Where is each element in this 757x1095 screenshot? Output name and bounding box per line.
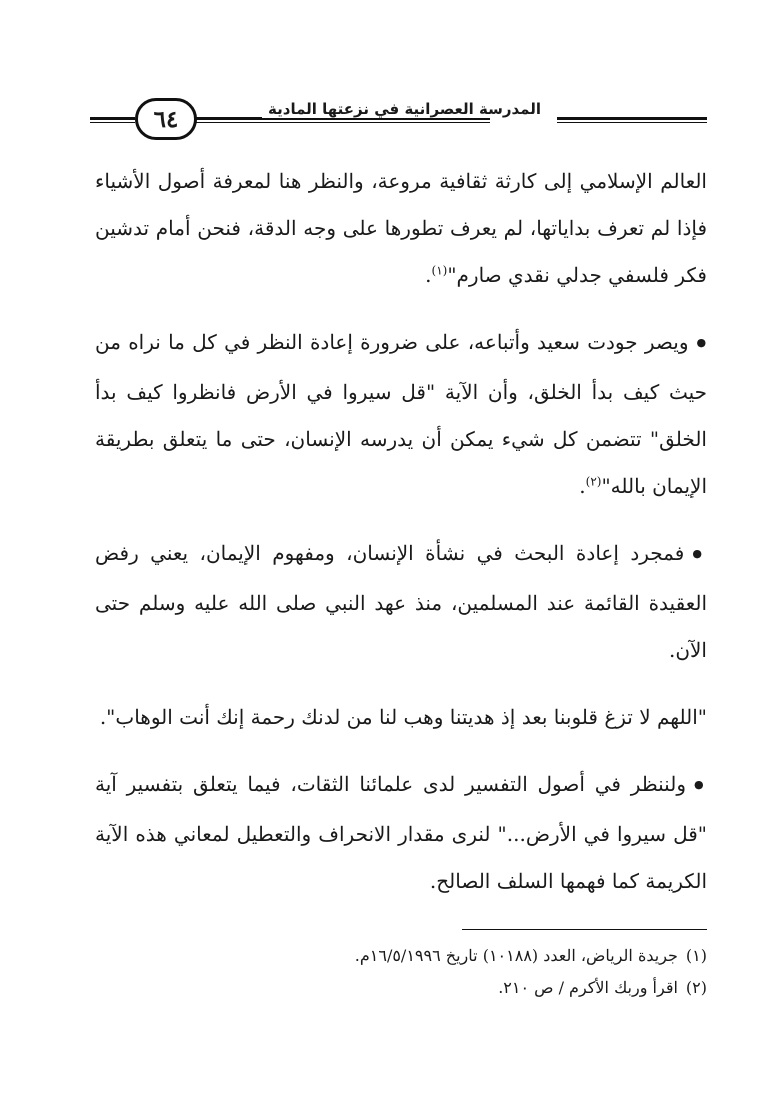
paragraph-text: فمجرد إعادة البحث في نشأة الإنسان، ومفهوم الإيمان، يعني رفض العقيدة القائمة عند المسلمين، منذ عهد النبي صلى الله عليه وسلم حتى الآن. (95, 541, 707, 662)
running-title: المدرسة العصرانية في نزعتها المادية (262, 100, 547, 118)
footnotes (95, 940, 707, 1004)
header-rule (90, 117, 135, 120)
paragraph-bullet (95, 319, 707, 510)
footnote-number: (١) (685, 946, 707, 965)
header-rule (557, 122, 707, 123)
paragraph-bullet (95, 530, 707, 674)
footnote-item (95, 972, 707, 1004)
paragraph (95, 158, 707, 299)
footnote-ref[interactable]: (١) (431, 263, 448, 278)
footnote-text: اقرأ وربك الأكرم / ص ٢١٠. (498, 978, 678, 997)
page-number-text: ٦٤ (153, 105, 179, 133)
footnote-number: (٢) (685, 978, 707, 997)
quoted-verse (95, 694, 707, 741)
footnote-text: جريدة الرياض، العدد (١٠١٨٨) تاريخ ١٦/٥/١٩٩٦م. (354, 946, 678, 965)
header-rule (90, 122, 135, 123)
page-number (135, 98, 197, 140)
paragraph-bullet (95, 761, 707, 905)
footnote-ref[interactable]: (٢) (585, 474, 602, 489)
paragraph-end: . (579, 474, 586, 498)
paragraph-text: ويصر جودت سعيد وأتباعه، على ضرورة إعادة النظر في كل ما نراه من حيث كيف بدأ الخلق، وأن الآية "قل سيروا في الأرض فانظروا كيف بدأ الخلق" تتضمن كل شيء يمكن أن يدرسه الإنسان، حتى ما يتعلق بطريقة الإيمان بالله" (95, 330, 707, 498)
header-rule (190, 122, 490, 123)
paragraph-text: "اللهم لا تزغ قلوبنا بعد إذ هديتنا وهب لنا من لدنك رحمة إنك أنت الوهاب". (99, 705, 707, 729)
header-rule (557, 117, 707, 120)
footnote-item (95, 940, 707, 972)
body-text (95, 158, 707, 925)
footnote-divider (462, 929, 707, 930)
running-header (90, 98, 707, 150)
paragraph-text: ولننظر في أصول التفسير لدى علمائنا الثقات، فيما يتعلق بتفسير آية "قل سيروا في الأرض..." لنرى مقدار الانحراف والتعطيل لمعاني هذه الآية الكريمة كما فهمها السلف الصالح. (95, 772, 707, 893)
paragraph-end: . (425, 263, 432, 287)
paragraph-text: العالم الإسلامي إلى كارثة ثقافية مروعة، والنظر هنا لمعرفة أصول الأشياء فإذا لم تعرف بداياتها، لم يعرف تطورها على وجه الدقة، فنحن أمام تدشين فكر فلسفي جدلي نقدي صارم" (95, 169, 707, 287)
